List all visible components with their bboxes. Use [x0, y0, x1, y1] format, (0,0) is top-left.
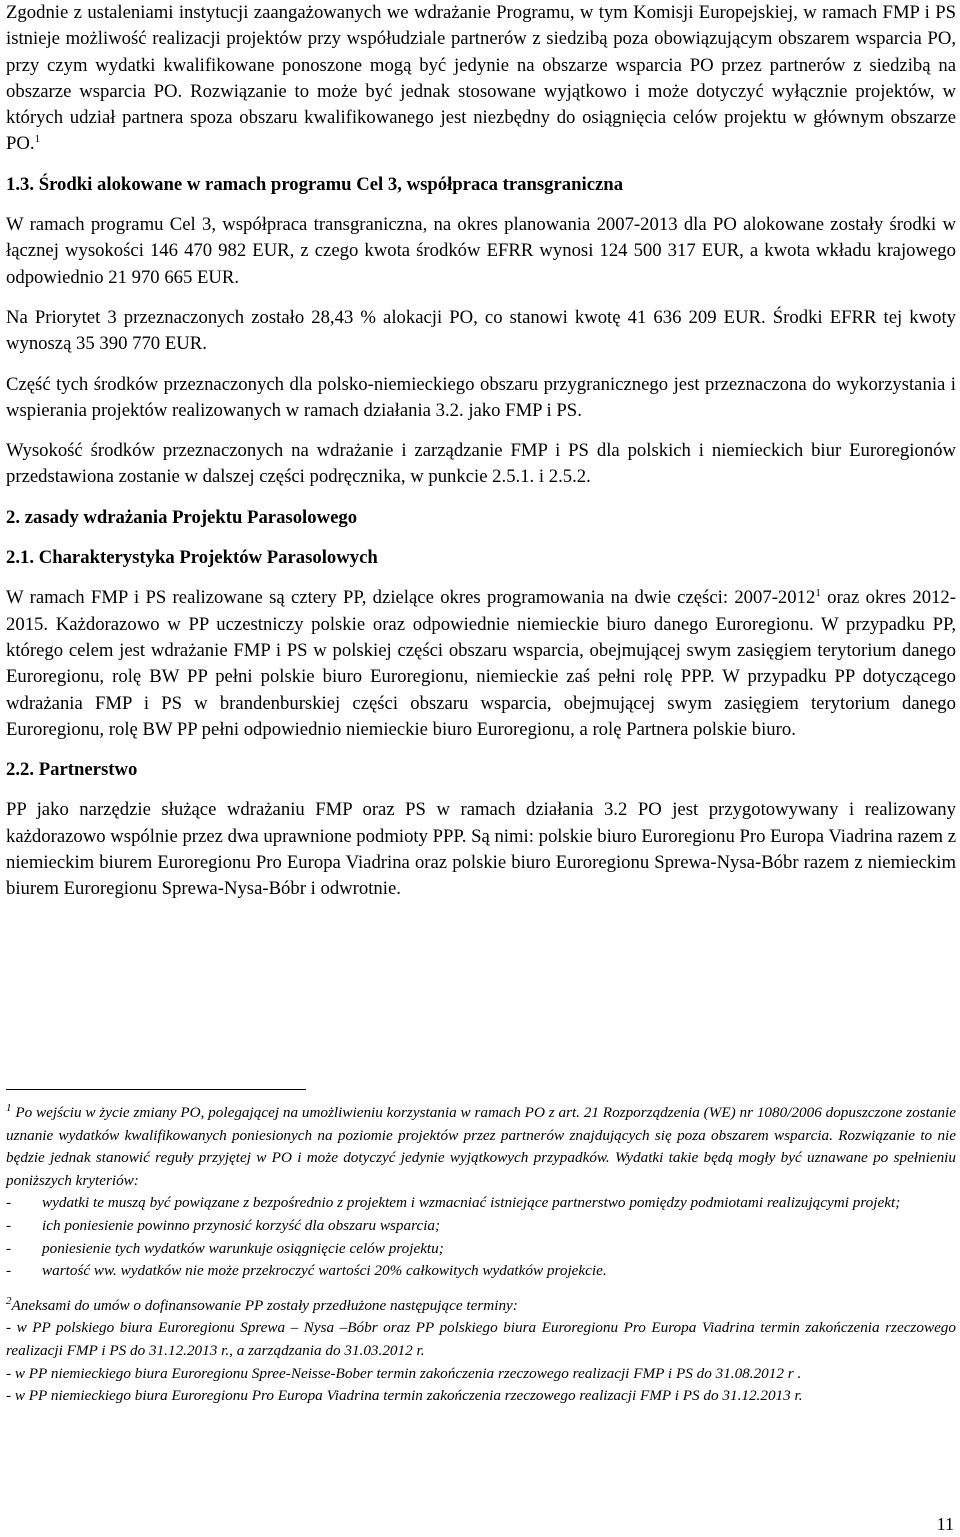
footnote-2-line: - w PP niemieckiego biura Euroregionu Spree-Neisse-Bober termin zakończenia rzeczowego realizacji FMP i PS do 31.08.2012 r .: [6, 1364, 802, 1382]
paragraph: Część tych środków przeznaczonych dla polsko-niemieckiego obszaru przygranicznego jest przeznaczona do wykorzystania i wspierania projektów realizowanych w ramach działania 3.2. jako FMP i PS.: [6, 373, 956, 421]
document-body: [6, 0, 956, 917]
footnote-divider: [6, 1089, 306, 1090]
footnote-2: $^2$Aneksami do umów o dofinansowanie PP zostały przedłużone następujące terminy:: [6, 1294, 518, 1314]
footnotes: [6, 1089, 956, 1408]
footnote-2-line: - w PP polskiego biura Euroregionu Sprewa – Nysa –Bóbr oraz PP polskiego biura Euroregionu Pro Europa Viadrina termin zakończenia rzeczowego realizacji FMP i PS do 31.12.2013 r., a zarządzania do 31.03.2012 r.: [6, 1319, 956, 1359]
footnote-list-item: - ich poniesienie powinno przynosić korzyść dla obszaru wsparcia;: [6, 1216, 441, 1234]
paragraph: W ramach programu Cel 3, współpraca transgraniczna, na okres planowania 2007-2013 dla PO alokowane zostały środki w łącznej wysokości 146 470 982 EUR, z czego kwota środków EFRR wynosi 124 500 317 EUR, a kwota wkładu krajowego odpowiednio 21 970 665 EUR.: [6, 214, 956, 288]
paragraph: Zgodnie z ustaleniami instytucji zaangażowanych we wdrażanie Programu, w tym Komisji Europejskiej, w ramach FMP i PS istnieje możliwość realizacji projektów przy współudziale partnerów z siedzibą poza obowiązującym obszarem wsparcia PO, przy czym wydatki kwalifikowane ponoszone mogą być jedynie na obszarze wsparcia PO przez partnerów z siedzibą na obszarze wsparcia PO. Rozwiązanie to może być jednak stosowane wyjątkowo i może dotyczyć wyłącznie projektów, w których udział partnera spoza obszaru kwalifikowanego jest niezbędny do osiągnięcia celów projektu w głównym obszarze PO.$^1$: [6, 2, 956, 155]
footnote-2-line: - w PP niemieckiego biura Euroregionu Pro Europa Viadrina termin zakończenia rzeczowego realizacji FMP i PS do 31.12.2013 r.: [6, 1387, 803, 1405]
footnote-1: $^1$ Po wejściu w życie zmiany PO, polegającej na umożliwieniu korzystania w ramach PO z art. 21 Rozporządzenia (WE) nr 1080/2006 dopuszczone zostanie uznanie wydatków kwalifikowanych poniesionych na poziomie projektów przez partnerów znajdujących się poza obszarem wsparcia. Rozwiązanie to nie będzie jednak stanowić reguły przyjętej w PO i może dotyczyć jedynie wyjątkowych przypadków. Wydatki takie będą mogły być uznawane po spełnieniu poniższych kryteriów:: [6, 1101, 956, 1189]
section-heading-1-3: 1.3. Środki alokowane w ramach programu Cel 3, współpraca transgraniczna: [6, 173, 624, 195]
page-number: 11: [936, 1514, 954, 1534]
section-heading-2-2: 2.2. Partnerstwo: [6, 759, 138, 781]
paragraph: Wysokość środków przeznaczonych na wdrażanie i zarządzanie FMP i PS dla polskich i niemieckich biur Euroregionów przedstawiona zostanie w dalszej części podręcznika, w punkcie 2.5.1. i 2.5.2.: [6, 440, 956, 488]
paragraph: Na Priorytet 3 przeznaczonych zostało 28,43 % alokacji PO, co stanowi kwotę 41 636 209 EUR. Środki EFRR tej kwoty wynoszą 35 390 770 EUR.: [6, 306, 956, 355]
paragraph: W ramach FMP i PS realizowane są cztery PP, dzielące okres programowania na dwie części: 2007-2012$^1$ oraz okres 2012-2015. Każdorazowo w PP uczestniczy polskie oraz odpowiednie niemieckie biuro danego Euroregionu. W przypadku PP, którego celem jest wdrażanie FMP i PS w polskiej części obszaru wsparcia, obejmującej swym zasięgiem terytorium danego Euroregionu, rolę BW PP pełni polskie biuro Euroregionu, niemieckie zaś pełni rolę PPP. W przypadku PP dotyczącego wdrażania FMP i PS w brandenburskiej części obszaru wsparcia, obejmującej swym zasięgiem terytorium danego Euroregionu, rolę BW PP pełni odpowiednio niemieckie biuro Euroregionu, a rolę Partnera polskie biuro.: [6, 587, 956, 740]
section-heading-2-1: 2.1. Charakterystyka Projektów Parasolowych: [6, 547, 378, 569]
paragraph: PP jako narzędzie służące wdrażaniu FMP oraz PS w ramach działania 3.2 PO jest przygotowywany i realizowany każdorazowo wspólnie przez dwa uprawnione podmioty PPP. Są nimi: polskie biuro Euroregionu Pro Europa Viadrina razem z niemieckim biurem Euroregionu Pro Europa Viadrina oraz polskie biuro Euroregionu Sprewa-Nysa-Bóbr razem z niemieckim biurem Euroregionu Sprewa-Nysa-Bóbr i odwrotnie.: [6, 799, 956, 900]
footnote-list-item: - wydatki te muszą być powiązane z bezpośrednio z projektem i wzmacniać istniejące partnerstwo pomiędzy podmiotami realizującymi projekt;: [6, 1194, 901, 1212]
footnote-list-item: - wartość ww. wydatków nie może przekroczyć wartości 20% całkowitych wydatków projekcie.: [6, 1262, 607, 1280]
footnote-ref: 1: [34, 133, 41, 146]
section-heading-2: 2. zasady wdrażania Projektu Parasolowego: [6, 506, 358, 528]
footnote-list-item: - poniesienie tych wydatków warunkuje osiągnięcie celów projektu;: [6, 1239, 444, 1257]
footnote-ref: 1: [815, 587, 821, 600]
